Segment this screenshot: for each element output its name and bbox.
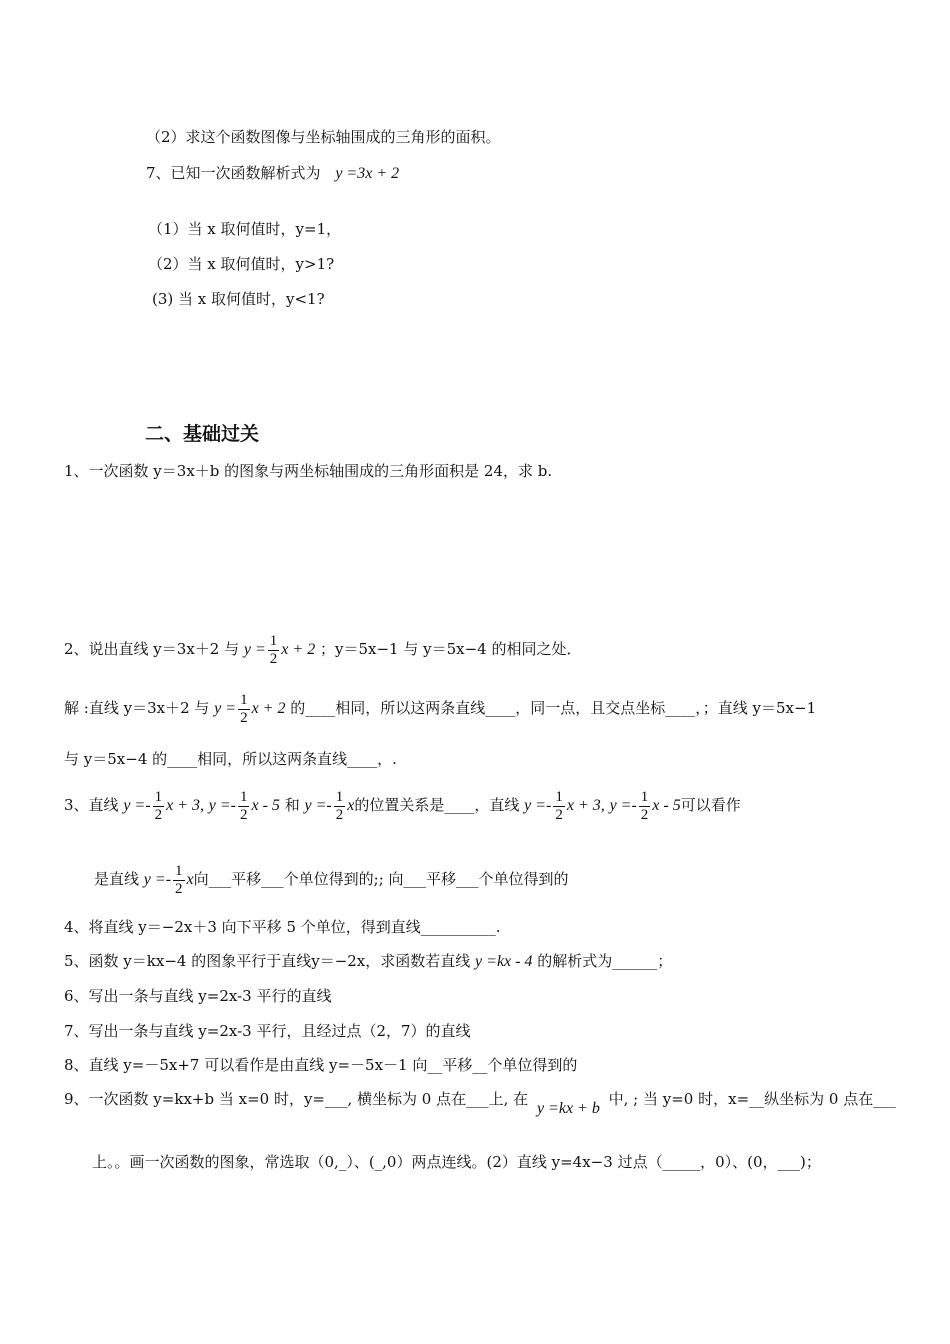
q3-den-1: 2	[154, 806, 163, 823]
q3-fraction-4	[553, 789, 565, 824]
question-7: 7、写出一条与直线 y=2x-3 平行，且经过点（2，7）的直线	[64, 1022, 471, 1040]
q3-fraction-2	[238, 789, 250, 824]
q2-text-a: 2、说出直线 y＝3x＋2 与	[64, 640, 240, 658]
q3-den-6: 2	[175, 880, 183, 897]
q3-x5: x - 5	[652, 797, 681, 814]
q3-y5: y =-	[609, 797, 637, 814]
q3-end: 可以看作	[680, 796, 741, 814]
q7-sub3: (3) 当 x 取何值时，y<1?	[152, 290, 325, 308]
q3-y1: y =-	[123, 797, 151, 814]
q3-num-2: 1	[239, 788, 248, 805]
q3-den-2: 2	[239, 806, 248, 823]
q3-den-5: 2	[640, 806, 649, 823]
ans2-text-d: 的____相同，所以这两条直线____，同一点，且交点坐标____，；直线 y＝5x−1	[290, 699, 817, 717]
q5-text-b: 的解析式为______；	[537, 952, 673, 970]
q3-x6: x	[186, 871, 194, 888]
q7-intro: 7、已知一次函数解析式为	[146, 164, 321, 182]
q3-fraction-5	[639, 789, 651, 824]
q2-y: y =	[243, 641, 266, 658]
question-3-line1	[64, 785, 741, 826]
q3-and: 和	[284, 796, 300, 814]
q3-num-3: 1	[335, 788, 344, 805]
question-4: 4、将直线 y＝−2x＋3 向下平移 5 个单位，得到直线__________.	[64, 918, 501, 936]
q6-part2: （2）求这个函数图像与坐标轴围成的三角形的面积。	[146, 128, 501, 146]
question-6: 6、写出一条与直线 y=2x-3 平行的直线	[64, 987, 332, 1005]
q3-x3: x	[347, 797, 355, 814]
question-3-line2	[94, 859, 569, 900]
q2-numerator: 1	[269, 632, 278, 649]
q5-equation: y =kx - 4	[475, 953, 533, 970]
section-title: 二、基础过关	[145, 423, 260, 445]
question-2	[64, 629, 581, 670]
q3-den-3: 2	[335, 806, 344, 823]
q2-text-d: ；y＝5x−1 与 y＝5x−4 的相同之处．	[319, 640, 582, 658]
q3-y3: y =-	[304, 797, 332, 814]
q3-num-1: 1	[154, 788, 163, 805]
question-9-line1	[64, 1089, 896, 1117]
ans2-denominator: 2	[240, 709, 248, 726]
q2-fraction	[268, 633, 280, 668]
q2-x: x + 2	[281, 641, 316, 658]
q3-mid: 的位置关系是____，直线	[354, 796, 520, 814]
q3-num-4: 1	[555, 788, 563, 805]
q3-num-6: 1	[175, 862, 183, 879]
answer-2-line1	[64, 688, 816, 729]
q7-intro-line	[146, 163, 399, 184]
question-1: 1、一次函数 y＝3x＋b 的图象与两坐标轴围成的三角形面积是 24，求 b.	[64, 462, 553, 480]
q5-text-a: 5、函数 y＝kx−4 的图象平行于直线y＝−2x，求函数若直线	[64, 952, 471, 970]
q3-x4: x + 3,	[566, 797, 605, 814]
q9-text-a: 9、一次函数 y=kx+b 当 x=0 时，y=___, 横坐标为 0 点在___上, 在	[64, 1090, 529, 1108]
q3-y4: y =-	[524, 797, 552, 814]
q9-equation: y =kx + b	[536, 1100, 600, 1117]
question-8: 8、直线 y=－5x+7 可以看作是由直线 y=－5x－1 向__平移__个单位得到的	[64, 1056, 578, 1074]
ans2-numerator: 1	[240, 691, 248, 708]
q3-text-a: 3、直线	[64, 796, 119, 814]
q7-equation: y =3x + 2	[335, 165, 400, 182]
question-9-line2: 上。。画一次函数的图象，常选取（0,_）、(_,0）两点连线。(2）直线 y=4x−3 过点（_____，0）、(0，___)；	[92, 1153, 821, 1171]
q3-y2: y =-	[208, 797, 236, 814]
q3-fraction-3	[334, 789, 346, 824]
q3-fraction-6	[173, 863, 185, 898]
answer-2-line2: 与 y＝5x−4 的____相同，所以这两条直线____，.	[64, 750, 397, 768]
q3-den-4: 2	[555, 806, 563, 823]
q3-fraction-1	[153, 789, 165, 824]
ans2-text-a: 解 :直线 y＝3x＋2 与	[64, 699, 210, 717]
q3-x2: x - 5	[251, 797, 280, 814]
q3-y6: y =-	[143, 871, 172, 888]
q3-num-5: 1	[640, 788, 649, 805]
q3-l2a: 是直线	[94, 870, 140, 888]
q3-l2b: 向___平移___个单位得到的;; 向___平移___个单位得到的	[193, 870, 569, 888]
q3-x1: x + 3,	[166, 797, 204, 814]
ans2-y: y =	[214, 700, 237, 717]
q7-sub1: （1）当 x 取何值时，y=1，	[148, 220, 342, 238]
q2-denominator: 2	[269, 650, 278, 667]
q7-sub2: （2）当 x 取何值时，y>1?	[148, 255, 335, 273]
ans2-fraction	[238, 692, 250, 727]
question-5	[64, 951, 672, 972]
q9-text-b: 中, ; 当 y=0 时，x=__纵坐标为 0 点在___	[608, 1090, 896, 1108]
ans2-x: x + 2	[251, 700, 286, 717]
